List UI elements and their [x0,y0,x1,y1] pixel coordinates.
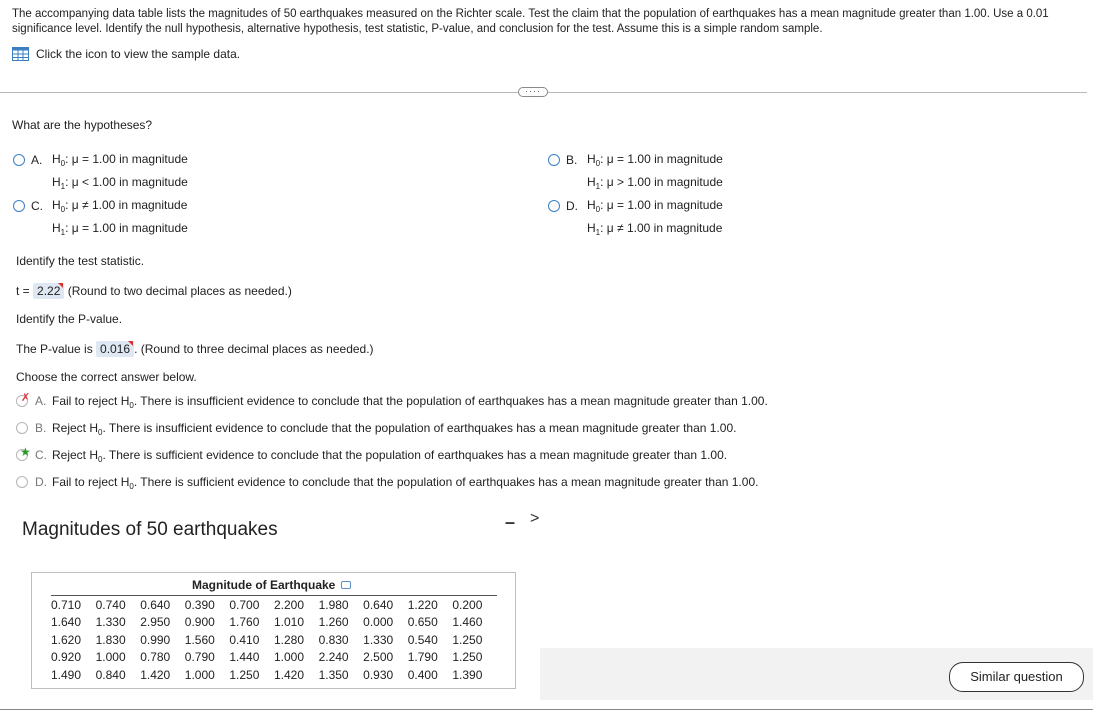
h-symbol: H [587,198,596,212]
table-cell: 0.640 [140,597,171,612]
table-cell: 1.640 [51,615,82,630]
table-cell: 0.390 [184,597,215,612]
copy-data-icon[interactable] [341,581,351,589]
table-cell: 1.440 [229,650,260,665]
option-letter: C. [31,199,43,213]
table-cell: 2.240 [318,650,349,665]
table-cell: 0.700 [229,597,260,612]
similar-question-button[interactable]: Similar question [949,662,1084,692]
conclusion-question: Choose the correct answer below. [16,370,197,384]
table-cell: 1.330 [95,615,126,630]
h-symbol: H [587,221,596,235]
table-cell: 1.260 [318,615,349,630]
incorrect-corner-icon [128,341,133,346]
table-cell: 2.200 [273,597,304,612]
table-cell: 1.000 [95,650,126,665]
hypothesis-option-c[interactable] [13,199,188,242]
rest: . There is sufficient evidence to conclude that the population of earthquakes has a mean magnitude greater than 1.00. [102,448,728,462]
question-intro: The accompanying data table lists the magnitudes of 50 earthquakes measured on the Richter scale. Test the claim that the population of earthquakes has a mean magnitude greater than 1.00. Use a 0.01 significance level. Identify the null hypothesis, alternative hypothesis, test statistic, P-value, and conclusion for the test. Assume this is a simple random sample. [12,8,1049,35]
bottom-border [0,709,1093,710]
option-text [52,448,727,464]
radio-wrap[interactable] [16,421,32,437]
table-cell: 1.010 [273,615,304,630]
table-icon[interactable] [12,47,29,61]
option-letter: C. [35,448,47,462]
h0-text: : μ = 1.00 in magnitude [65,152,188,166]
radio-d[interactable] [16,476,28,488]
table-cell: 0.540 [407,632,438,647]
table-cell: 1.330 [363,632,394,647]
table-row [51,596,497,614]
table-cell: 1.250 [452,632,483,647]
option-text [52,475,758,491]
p-prefix: The P-value is [16,342,97,356]
test-statistic-row [16,283,292,299]
verb: Fail to reject H [52,475,130,489]
table-cell: 2.950 [140,615,171,630]
table-row [51,631,497,649]
sub: 0 [98,428,103,437]
pvalue-row [16,341,374,357]
table-cell: 2.500 [363,650,394,665]
pvalue-question: Identify the P-value. [16,312,123,326]
sub: 0 [60,205,66,214]
sub: 1 [595,228,601,237]
radio-wrap[interactable] [16,475,32,491]
sub: 1 [60,182,66,191]
option-letter: B. [566,153,578,167]
incorrect-corner-icon [58,283,63,288]
conclusion-option-c[interactable] [16,445,728,464]
option-text [52,394,768,410]
h0-text: : μ = 1.00 in magnitude [600,198,723,212]
table-cell: 1.460 [452,615,483,630]
hypotheses-question: What are the hypotheses? [12,118,153,132]
verb: Reject H [52,421,99,435]
h-symbol: H [52,175,61,189]
h-symbol: H [587,152,596,166]
table-cell: 0.710 [51,597,82,612]
table-cell: 0.400 [407,667,438,682]
hypothesis-option-a[interactable] [13,153,188,196]
table-row [51,649,497,667]
radio-d[interactable] [548,200,560,212]
test-statistic-question: Identify the test statistic. [16,254,145,268]
sub: 0 [595,205,601,214]
table-cell: 0.000 [363,615,394,630]
table-cell: 1.790 [407,650,438,665]
table-cell: 0.830 [318,632,349,647]
data-panel-title: Magnitudes of 50 earthquakes [22,519,278,540]
rest: . There is sufficient evidence to conclude that the population of earthquakes has a mean magnitude greater than 1.00. [133,475,759,489]
sub: 0 [129,482,134,491]
table-cell: 1.420 [273,667,304,682]
table-cell: 0.790 [184,650,215,665]
option-letter: D. [566,199,578,213]
table-cell: 0.900 [184,615,215,630]
option-letter: A. [35,394,47,408]
table-cell: 1.490 [51,667,82,682]
table-row [51,614,497,632]
pvalue-answer[interactable] [96,341,134,357]
table-cell: 1.350 [318,667,349,682]
sub: 1 [595,182,601,191]
option-letter: A. [31,153,43,167]
conclusion-option-b[interactable] [16,421,736,437]
table-row [51,666,497,684]
table-cell: 0.640 [363,597,394,612]
h-symbol: H [52,221,61,235]
table-cell: 1.420 [140,667,171,682]
table-cell: 1.000 [184,667,215,682]
h-symbol: H [52,152,61,166]
sub: 0 [595,159,601,168]
chevron-right-icon[interactable]: > [530,510,540,527]
conclusion-option-d[interactable] [16,475,758,491]
data-table-title: Magnitude of Earthquake [192,578,336,592]
table-cell: 0.200 [452,597,483,612]
conclusion-option-a[interactable] [16,394,768,410]
radio-b[interactable] [16,422,28,434]
option-text [52,421,736,437]
minimize-icon[interactable]: – [505,512,516,532]
h1-text: : μ = 1.00 in magnitude [65,221,188,235]
table-cell: 0.780 [140,650,171,665]
h1-text: : μ > 1.00 in magnitude [600,175,723,189]
hypothesis-option-d[interactable] [548,199,723,242]
wrong-mark-icon: ✗ [21,392,31,404]
table-cell: 1.830 [95,632,126,647]
table-cell: 0.920 [51,650,82,665]
h1-text: : μ ≠ 1.00 in magnitude [600,221,723,235]
t-prefix: t = [16,284,34,298]
sub: 0 [60,159,66,168]
rest: . There is insufficient evidence to conclude that the population of earthquakes has a mean magnitude greater than 1.00. [102,421,737,435]
verb: Reject H [52,448,99,462]
table-cell: 1.390 [452,667,483,682]
radio-a[interactable] [13,154,25,166]
data-table-header [192,578,351,592]
h-symbol: H [587,175,596,189]
t-value: 2.22 [37,284,61,298]
correct-star-icon: ★ [20,445,31,459]
test-statistic-answer[interactable] [33,283,64,299]
radio-wrap[interactable] [16,445,32,464]
sub: 1 [60,228,66,237]
h0-text: : μ ≠ 1.00 in magnitude [65,198,188,212]
table-cell: 1.280 [273,632,304,647]
sample-link-text[interactable]: Click the icon to view the sample data. [36,47,241,61]
table-cell: 1.250 [229,667,260,682]
sub: 0 [98,455,103,464]
verb: Fail to reject H [52,394,130,408]
table-cell: 0.840 [95,667,126,682]
h-symbol: H [52,198,61,212]
view-sample-data-link[interactable] [12,47,240,61]
h1-text: : μ < 1.00 in magnitude [65,175,188,189]
table-cell: 0.990 [140,632,171,647]
option-letter: B. [35,421,47,435]
table-cell: 0.650 [407,615,438,630]
magnitude-table [51,596,497,684]
option-letter: D. [35,475,47,489]
hypothesis-option-b[interactable] [548,153,723,196]
rest: . There is insufficient evidence to conclude that the population of earthquakes has a mean magnitude greater than 1.00. [133,394,768,408]
table-cell: 1.760 [229,615,260,630]
table-cell: 1.980 [318,597,349,612]
t-hint: (Round to two decimal places as needed.) [67,284,292,298]
table-cell: 1.220 [407,597,438,612]
radio-wrap[interactable] [16,394,32,410]
table-cell: 1.250 [452,650,483,665]
expand-divider-button[interactable]: ···· [518,87,548,97]
table-cell: 0.740 [95,597,126,612]
p-value: 0.016 [100,342,131,356]
table-cell: 0.410 [229,632,260,647]
table-cell: 0.930 [363,667,394,682]
table-cell: 1.620 [51,632,82,647]
sub: 0 [129,401,134,410]
h0-text: : μ = 1.00 in magnitude [600,152,723,166]
radio-c[interactable] [13,200,25,212]
radio-b[interactable] [548,154,560,166]
table-cell: 1.000 [273,650,304,665]
p-hint: . (Round to three decimal places as needed.) [134,342,374,356]
table-cell: 1.560 [184,632,215,647]
